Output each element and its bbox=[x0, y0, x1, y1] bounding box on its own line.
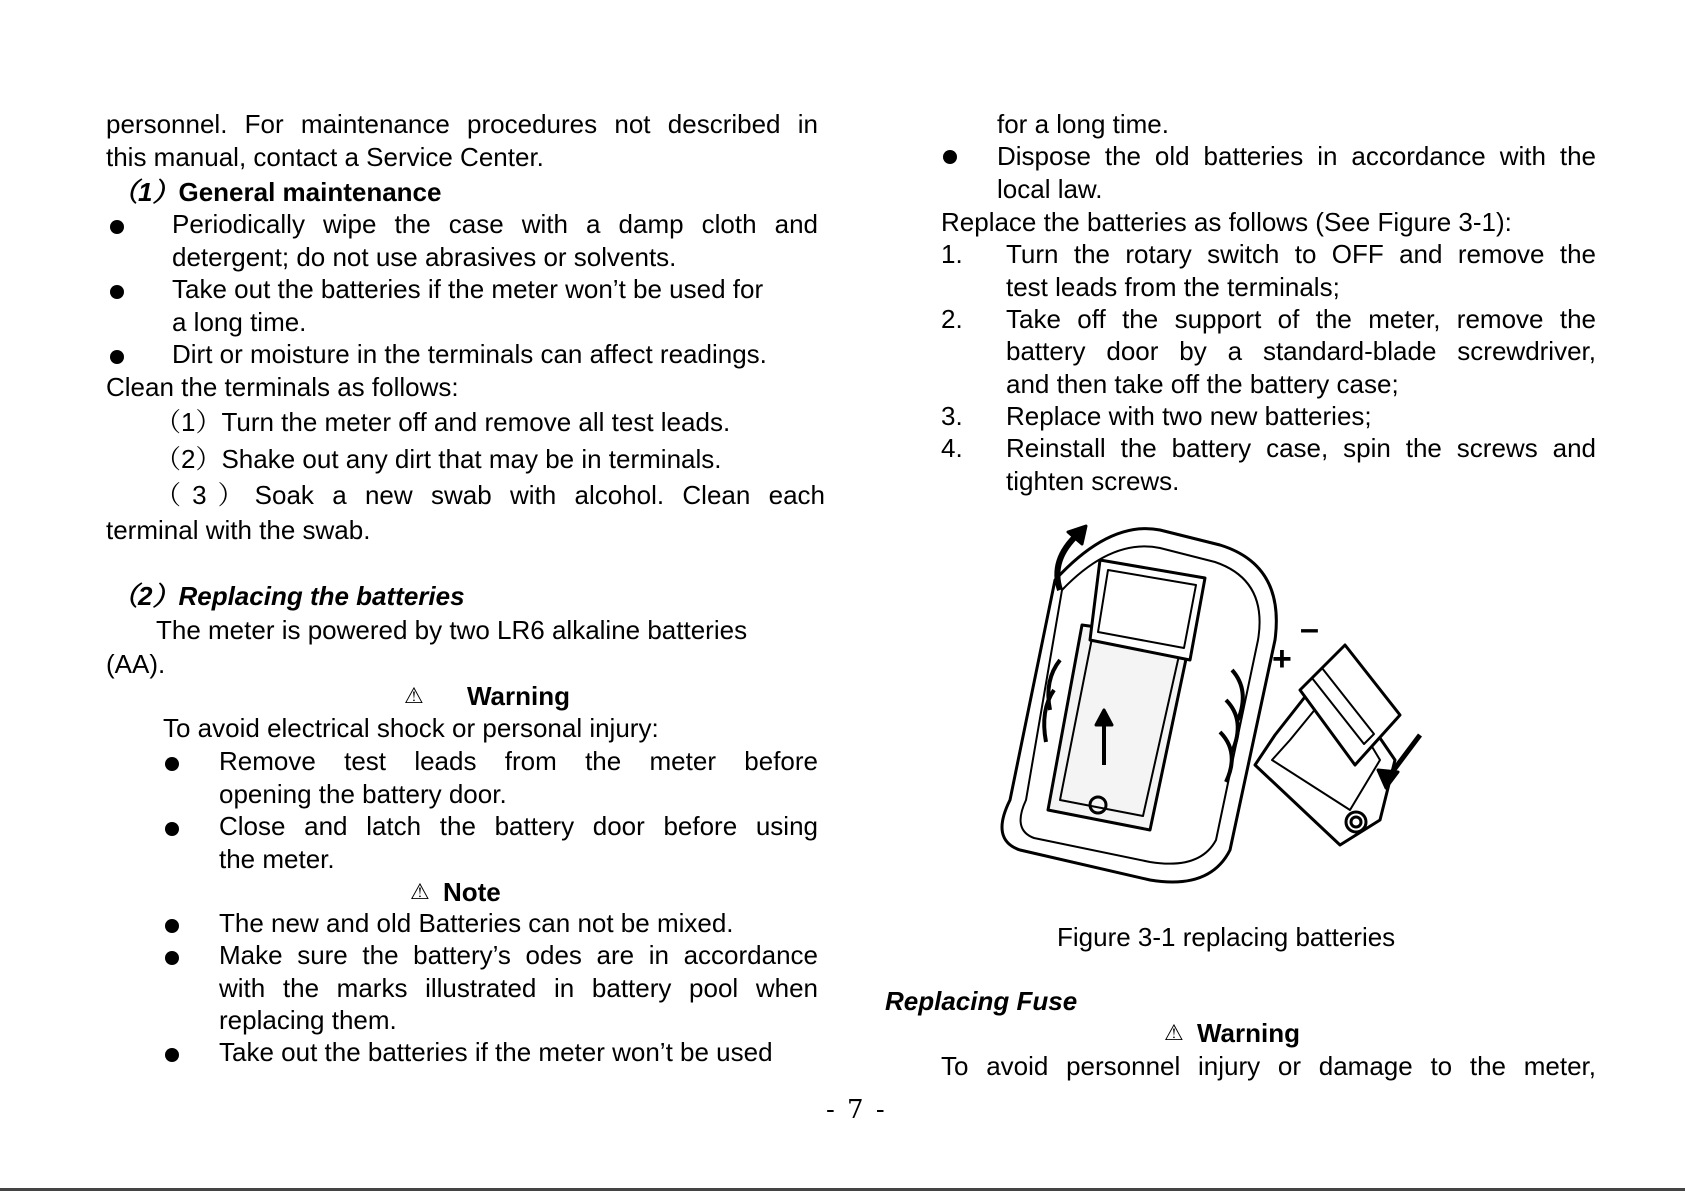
bullet-icon bbox=[165, 822, 179, 836]
bullet-text: Take out the batteries if the meter won’t be used for bbox=[172, 274, 764, 304]
bullet-text: Dirt or moisture in the terminals can affect readings. bbox=[172, 339, 767, 369]
minus-sign-label: – bbox=[1300, 610, 1319, 648]
bullet-text: with the marks illustrated in battery pool when bbox=[219, 973, 818, 1003]
step-text: Take off the support of the meter, remove the bbox=[1006, 304, 1596, 334]
note-icon: ⚠ bbox=[410, 879, 430, 904]
warning-icon: ⚠ bbox=[404, 683, 424, 708]
plus-sign-label: + bbox=[1272, 640, 1292, 678]
bullet-text: Remove test leads from the meter before bbox=[219, 746, 818, 776]
step-text: and then take off the battery case; bbox=[1006, 369, 1399, 399]
bullet-text: Dispose the old batteries in accordance with the bbox=[997, 141, 1596, 171]
bullet-icon bbox=[110, 350, 124, 364]
bullet-icon bbox=[110, 285, 124, 299]
bullet-text: Take out the batteries if the meter won’t be used bbox=[219, 1037, 773, 1067]
step-number: 3. bbox=[941, 401, 963, 431]
bullet-icon bbox=[165, 757, 179, 771]
step-text: Turn the rotary switch to OFF and remove the bbox=[1006, 239, 1596, 269]
step-text: test leads from the terminals; bbox=[1006, 272, 1340, 302]
section-number: （1） bbox=[112, 177, 179, 207]
step-text: Replace with two new batteries; bbox=[1006, 401, 1372, 431]
note-title: Note bbox=[442, 877, 501, 907]
step-text: Reinstall the battery case, spin the screws and bbox=[1006, 433, 1596, 463]
bullet-text: Close and latch the battery door before using bbox=[219, 811, 818, 841]
bullet-text: The new and old Batteries can not be mixed. bbox=[219, 908, 734, 938]
warning-title: Warning bbox=[466, 681, 570, 711]
warning-heading bbox=[404, 680, 570, 712]
section-title: Replacing the batteries bbox=[178, 581, 465, 611]
section-heading-general-maintenance bbox=[112, 176, 441, 208]
bullet-text: replacing them. bbox=[219, 1005, 397, 1035]
paragraph-line: The meter is powered by two LR6 alkaline batteries bbox=[156, 615, 748, 645]
step-line: （2）Shake out any dirt that may be in terminals. bbox=[155, 444, 722, 474]
bullet-icon bbox=[943, 150, 957, 164]
bullet-text: local law. bbox=[997, 174, 1103, 204]
battery-replacement-figure bbox=[1000, 520, 1470, 900]
section-number: （2） bbox=[112, 581, 179, 611]
fuse-warning-text: To avoid personnel injury or damage to the meter, bbox=[941, 1051, 1596, 1081]
bullet-icon bbox=[110, 220, 124, 234]
step-line: terminal with the swab. bbox=[106, 515, 371, 545]
step-line: （3）Soak a new swab with alcohol. Clean each bbox=[155, 480, 825, 510]
bullet-icon bbox=[165, 919, 179, 933]
step-text: tighten screws. bbox=[1006, 466, 1180, 496]
paragraph-line: for a long time. bbox=[997, 109, 1169, 139]
paragraph-line: (AA). bbox=[106, 649, 166, 679]
step-text: battery door by a standard-blade screwdriver, bbox=[1006, 336, 1596, 366]
step-line: （1）Turn the meter off and remove all test leads. bbox=[155, 407, 731, 437]
paragraph-line: Replace the batteries as follows (See Figure 3-1): bbox=[941, 207, 1512, 237]
figure-caption: Figure 3-1 replacing batteries bbox=[1057, 922, 1396, 952]
note-heading bbox=[410, 876, 501, 908]
fuse-heading: Replacing Fuse bbox=[885, 986, 1078, 1016]
bullet-text: Make sure the battery’s odes are in accordance bbox=[219, 940, 818, 970]
step-number: 2. bbox=[941, 304, 963, 334]
section-title: General maintenance bbox=[178, 177, 442, 207]
warning-title: Warning bbox=[1196, 1018, 1300, 1048]
bullet-text: Periodically wipe the case with a damp cloth and bbox=[172, 209, 818, 239]
bullet-text: a long time. bbox=[172, 307, 307, 337]
bullet-text: detergent; do not use abrasives or solvents. bbox=[172, 242, 677, 272]
bullet-text: the meter. bbox=[219, 844, 335, 874]
fuse-warning-heading bbox=[1164, 1017, 1300, 1049]
section-heading-replacing-batteries bbox=[112, 580, 465, 612]
bullet-text: opening the battery door. bbox=[219, 779, 507, 809]
page-number: - 7 - bbox=[826, 1095, 887, 1125]
bullet-icon bbox=[165, 1048, 179, 1062]
paragraph-line: personnel. For maintenance procedures not described in bbox=[106, 109, 818, 139]
warning-icon: ⚠ bbox=[1164, 1020, 1184, 1045]
warning-intro: To avoid electrical shock or personal injury: bbox=[163, 713, 659, 743]
step-number: 4. bbox=[941, 433, 963, 463]
step-number: 1. bbox=[941, 239, 963, 269]
paragraph-line: Clean the terminals as follows: bbox=[106, 372, 459, 402]
bullet-icon bbox=[165, 951, 179, 965]
paragraph-line: this manual, contact a Service Center. bbox=[106, 142, 544, 172]
